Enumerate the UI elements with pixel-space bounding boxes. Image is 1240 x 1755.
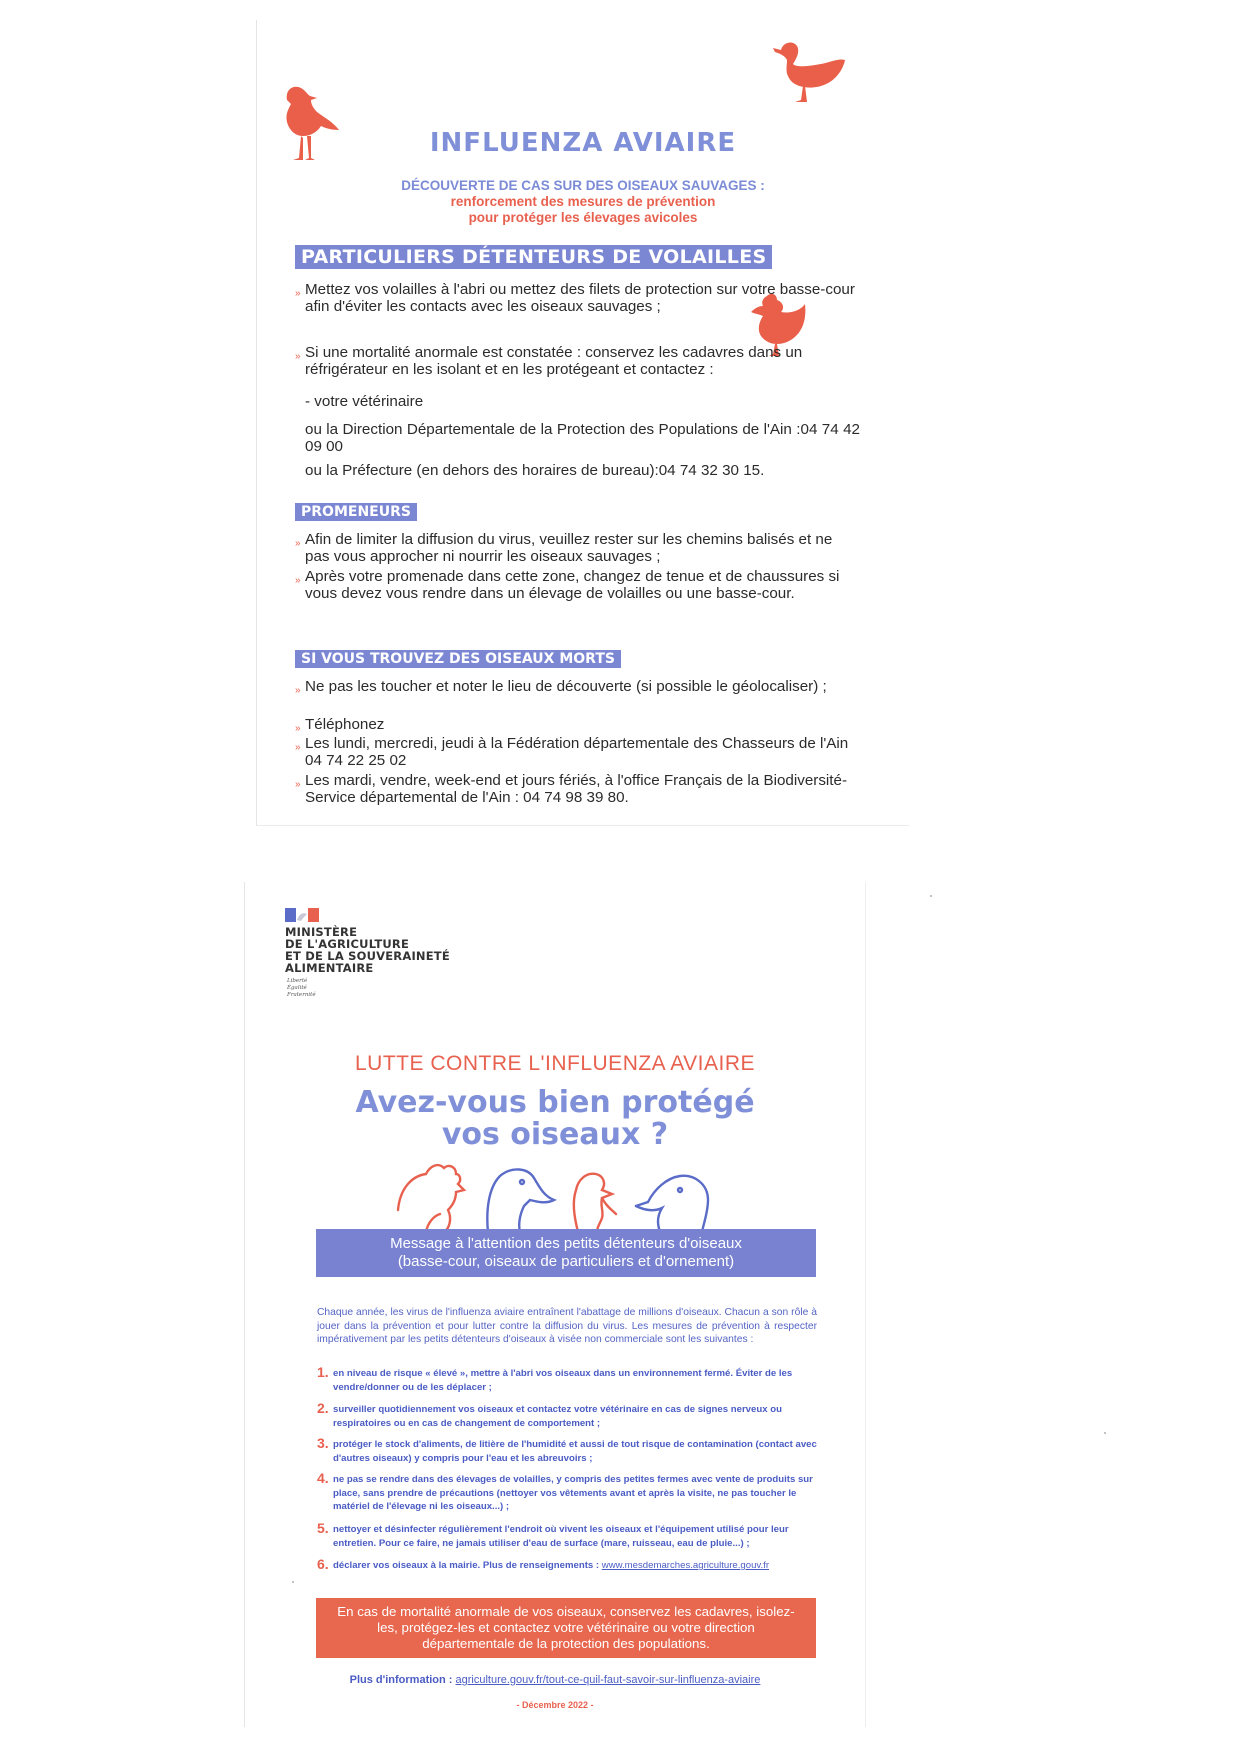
list-item-text: Afin de limiter la diffusion du virus, veuillez rester sur les chemins balisés et ne pas vous approcher ni nourrir les oiseaux sauvages ; <box>305 531 833 565</box>
headline-line-2: vos oiseaux ? <box>441 1117 669 1152</box>
publication-date: - Décembre 2022 - <box>516 1700 594 1710</box>
bullet-arrow-icon: » <box>295 538 301 549</box>
bullet-arrow-icon: » <box>295 742 301 753</box>
turkey-head-icon <box>574 1174 616 1232</box>
bullet-arrow-icon: » <box>295 779 301 790</box>
intro-paragraph: Chaque année, les virus de l'influenza aviaire entraînent l'abattage de millions d'oiseaux. Chacun a son rôle à jouer dans la prévention et pour lutter contre la diffusion du virus. Les mesures de prévention à respecter impérativement par les petits détenteurs d'oiseaux à visée non commerciale sont les suivantes : <box>317 1307 817 1345</box>
list-item-number: 2. <box>317 1400 329 1416</box>
list-item <box>295 568 860 602</box>
list-item <box>295 678 860 696</box>
poster-title: INFLUENZA AVIAIRE <box>429 128 737 158</box>
contact-ddpp: ou la Direction Départementale de la Protection des Populations de l'Ain :04 74 42 09 00 <box>305 421 860 455</box>
list-item <box>295 772 860 806</box>
list-item <box>295 344 860 378</box>
ministry-line-1: MINISTÈRE <box>285 925 358 939</box>
poster-sheet-top <box>256 20 909 826</box>
poster-subtitle: DÉCOUVERTE DE CAS SUR DES OISEAUX SAUVAGES : <box>401 178 765 193</box>
bird-heads-illustration <box>390 1152 720 1234</box>
list-item-text: Mettez vos volailles à l'abri ou mettez des filets de protection sur votre basse-cour afin d'éviter les contacts avec les oiseaux sauvages ; <box>305 281 855 315</box>
list-item-text: Si une mortalité anormale est constatée : conservez les cadavres dans un réfrigérateur en les isolant et en les protégeant et contactez : <box>305 344 803 378</box>
ministry-line-4: ALIMENTAIRE <box>285 961 374 975</box>
scan-speck <box>1104 1432 1106 1434</box>
bullet-arrow-icon: » <box>295 288 301 299</box>
bullet-arrow-icon: » <box>295 723 301 734</box>
scan-speck <box>292 1581 294 1583</box>
alert-text: En cas de mortalité anormale de vos oiseaux, conservez les cadavres, isolez-les, protégez-les et contactez votre vétérinaire ou votre direction départementale de la protection des populations. <box>337 1604 795 1651</box>
list-item <box>295 716 860 734</box>
rooster-head-icon <box>398 1165 464 1232</box>
more-info-label: Plus d'information : <box>349 1674 453 1686</box>
list-item-number: 3. <box>317 1435 329 1451</box>
ministry-line-2: DE L'AGRICULTURE <box>285 937 410 951</box>
list-item <box>317 1400 817 1430</box>
list-item <box>317 1470 817 1514</box>
section-heading-promeneurs: PROMENEURS <box>295 503 417 521</box>
list-item <box>295 735 860 769</box>
devise-egalite: Égalité <box>287 985 307 991</box>
list-item-text: déclarer vos oiseaux à la mairie. Plus de renseignements : <box>333 1560 600 1571</box>
ministry-line-3: ET DE LA SOUVERAINETÉ <box>285 949 450 963</box>
french-flag-logo <box>285 908 319 922</box>
devise-fraternite: Fraternité <box>287 992 316 998</box>
poster-subtitle-line1: renforcement des mesures de prévention <box>450 194 716 209</box>
bullet-arrow-icon: » <box>295 685 301 696</box>
list-item-text: Ne pas les toucher et noter le lieu de découverte (si possible le géolocaliser) ; <box>305 678 827 695</box>
duck-head-icon <box>636 1176 708 1232</box>
goose-head-icon <box>487 1169 554 1232</box>
devise-liberte: Liberté <box>287 978 308 984</box>
list-item <box>317 1435 817 1465</box>
list-item-text: nettoyer et désinfecter régulièrement l'endroit où vivent les oiseaux et l'équipement utilisé pour leur entretien. Pour ce faire, ne jamais utiliser d'eau de surface (mare, ruisseau, eau de pluie...) ; <box>333 1524 789 1549</box>
list-item <box>317 1556 817 1573</box>
poster-sheet-bottom <box>244 882 866 1727</box>
list-item-text: Les mardi, vendre, week-end et jours fériés, à l'office Français de la Biodiversité-Service départemental de l'Ain : 04 74 98 39 80. <box>305 772 848 806</box>
list-item-number: 6. <box>317 1556 329 1572</box>
duck-icon <box>767 38 849 106</box>
list-item-number: 5. <box>317 1520 329 1536</box>
more-info-line <box>245 1674 865 1686</box>
list-item <box>295 531 860 565</box>
mesdemarches-link[interactable]: www.mesdemarches.agriculture.gouv.fr <box>601 1560 770 1571</box>
scan-speck <box>930 895 932 897</box>
list-item <box>317 1364 817 1394</box>
poster-subtitle-line2: pour protéger les élevages avicoles <box>468 210 698 225</box>
bullet-arrow-icon: » <box>295 351 301 362</box>
bullet-arrow-icon: » <box>295 575 301 586</box>
list-item-text: ne pas se rendre dans des élevages de volailles, y compris des petites fermes avec vente de produits sur place, sans prendre de précautions (nettoyer vos vêtements avant et après la visite, ne pas toucher le matériel de l'élevage ni les oiseaux...) ; <box>333 1474 813 1512</box>
list-item-text: Après votre promenade dans cette zone, changez de tenue et de chaussures si vous devez vous rendre dans un élevage de volailles ou une basse-cour. <box>305 568 840 602</box>
list-item-number: 1. <box>317 1364 329 1380</box>
list-item-number: 4. <box>317 1470 329 1486</box>
contact-prefecture: ou la Préfecture (en dehors des horaires de bureau):04 74 32 30 15. <box>305 462 765 479</box>
list-item-text: en niveau de risque « élevé », mettre à l'abri vos oiseaux dans un environnement fermé. Éviter de les vendre/donner ou de les déplacer ; <box>333 1368 793 1393</box>
section-heading-oiseaux-morts: SI VOUS TROUVEZ DES OISEAUX MORTS <box>295 650 621 668</box>
list-item-text: protéger le stock d'aliments, de litière de l'humidité et aussi de tout risque de contamination (contact avec d'autres oiseaux) y compris pour l'eau et les abreuvoirs ; <box>333 1439 817 1464</box>
list-item-text: Les lundi, mercredi, jeudi à la Fédération départementale des Chasseurs de l'Ain 04 74 22 25 02 <box>305 735 849 769</box>
alert-box <box>316 1598 816 1658</box>
more-info-link[interactable]: agriculture.gouv.fr/tout-ce-quil-faut-savoir-sur-linfluenza-aviaire <box>455 1674 761 1686</box>
list-item-text: Téléphonez <box>305 716 385 733</box>
message-line-2: (basse-cour, oiseaux de particuliers et d'ornement) <box>397 1253 735 1270</box>
message-line-1: Message à l'attention des petits détenteurs d'oiseaux <box>390 1235 742 1252</box>
kicker-title: LUTTE CONTRE L'INFLUENZA AVIAIRE <box>354 1052 756 1075</box>
message-band <box>316 1229 816 1277</box>
list-item <box>317 1520 817 1550</box>
contact-veterinaire: - votre vétérinaire <box>305 393 424 410</box>
section-heading-particuliers: PARTICULIERS DÉTENTEURS DE VOLAILLES <box>295 245 772 269</box>
headline-line-1: Avez-vous bien protégé <box>355 1085 755 1120</box>
list-item-text: surveiller quotidiennement vos oiseaux et contactez votre vétérinaire en cas de signes nerveux ou respiratoires ou en cas de changement de comportement ; <box>333 1404 782 1429</box>
